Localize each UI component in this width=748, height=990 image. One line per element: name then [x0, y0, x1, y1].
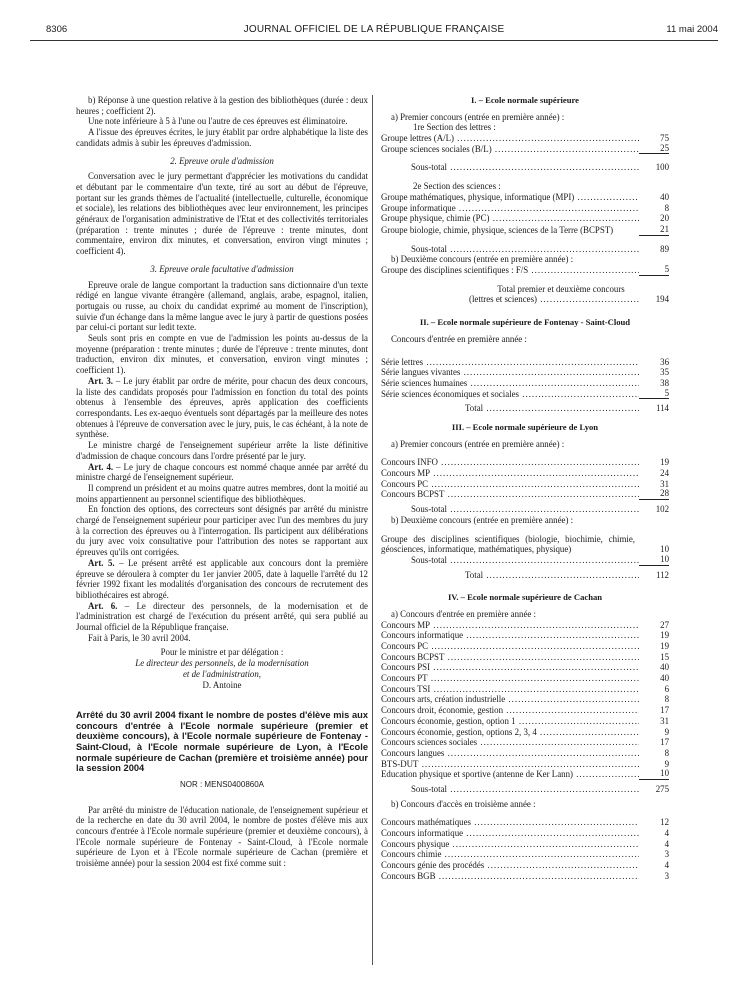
article-3 — [76, 376, 368, 440]
row-label: Concours mathématiques ..... — [381, 817, 639, 828]
table-row — [381, 769, 669, 780]
article-text: – Le présent arrêté est applicable aux concours dont la première épreuve se déroulera à compter du 1er janvier 2005, date à laquelle l'arrêté du 12 février 1992 fixant les modalités d'organisation des concours de recrutement des bibliothécaires est abrogé. — [76, 557, 368, 600]
row-value: 4 — [664, 838, 669, 849]
row-label: Concours BGB ..... — [381, 871, 639, 882]
row-label: Série lettres ..... — [381, 357, 639, 368]
row-label: Concours génie des procédés ..... — [381, 860, 639, 871]
paragraph: Conversation avec le jury permettant d'apprécier les motivations du candidat et débutant par le commentaire d'un texte, tiré au sort au début de l'épreuve, portant sur les grands thèmes de l'actualité (intellectuelle, culturelle, économique et sociale), les relations des bibliothèques avec leur environnement, les principes généraux de l'organisation administrative de l'Etat et des collectivités territoriales (préparation : trente minutes ; durée de l'épreuve : trente minutes, dont commentaire, environ dix minutes, et conversation, environ vingt minutes ; coefficient 4). — [76, 171, 368, 257]
row-value: 25 — [639, 143, 669, 155]
row-label: Série langues vivantes ..... — [381, 367, 639, 378]
table-row — [381, 705, 669, 716]
decree-title: Arrêté du 30 avril 2004 fixant le nombre de postes d'élève mis aux concours d'entrée à l'Ecole normale supérieure (premier et deuxième concours), à l'Ecole normale supérieure de Fontenay - Saint-Cloud, à l'Ecole normale supérieure de Lyon, à l'Ecole normale supérieure de Cachan (première et troisième année) pour la session 2004 — [76, 710, 368, 774]
row-value: 3 — [664, 870, 669, 881]
row-label: Groupe lettres (A/L) ..... — [381, 133, 639, 144]
row-label: Concours droit, économie, gestion ..... — [381, 705, 639, 716]
page-number: 8306 — [46, 24, 68, 35]
table-row — [381, 378, 669, 389]
row-label: Concours PC ..... — [381, 641, 639, 652]
text: 10 — [639, 554, 669, 566]
row-label: Concours chimie ..... — [381, 849, 639, 860]
table-row — [381, 457, 669, 468]
total-label: Total premier et deuxième concours — [497, 283, 625, 294]
subsection-label: b) Deuxième concours (entrée en première année) : — [391, 514, 574, 525]
column-divider — [372, 95, 373, 965]
row-label: Groupe informatique ..... — [381, 203, 639, 214]
signature-name: D. Antoine — [202, 679, 242, 690]
row-value: 8 — [664, 694, 669, 705]
text: 10 — [660, 544, 669, 555]
paragraph: Par arrêté du ministre de l'éducation nationale, de l'enseignement supérieur et de la recherche en date du 30 avril 2004, le nombre de postes d'élève mis aux concours d'entrée à l'Ecole normale supérieure (premier et deuxième concours), à l'Ecole normale supérieure de Fontenay - Saint-Cloud, à l'Ecole normale supérieure de Lyon et à l'Ecole normale supérieure de Cachan (première et troisième année) pour la session 2004 est fixé comme suit : — [76, 804, 368, 869]
table-row — [381, 684, 669, 695]
row-label: Concours arts, création industrielle ..... — [381, 694, 639, 705]
row-label: Concours BCPST ..... — [381, 489, 639, 500]
table-row — [381, 652, 669, 663]
text: Sous-total ..... — [381, 504, 639, 515]
row-value: 40 — [660, 673, 669, 684]
text: 102 — [655, 504, 669, 515]
section-title: I. – Ecole normale supérieure — [471, 95, 579, 105]
table-row — [381, 849, 669, 860]
row-value: 40 — [660, 662, 669, 673]
row-value: 17 — [660, 705, 669, 716]
row-value: 17 — [660, 737, 669, 748]
signature-role: et de l'administration, — [182, 668, 262, 679]
row-value: 9 — [664, 726, 669, 737]
text: Total ..... — [381, 403, 639, 414]
row-label: Concours sciences sociales ..... — [381, 737, 639, 748]
right-column — [381, 95, 669, 882]
row-label: Concours économie, gestion, option 1 ..... — [381, 716, 639, 727]
subsection-label: a) Concours d'entrée en première année : — [391, 608, 537, 619]
row-value: 4 — [664, 828, 669, 839]
row-value: 8 — [664, 202, 669, 213]
table-row — [381, 489, 669, 500]
paragraph: Le ministre chargé de l'enseignement supérieur arrête la liste définitive d'admission de chaque concours dans l'ordre présenté par le jury. — [76, 440, 368, 461]
text: Sous-total ..... — [381, 784, 639, 795]
table-row — [381, 133, 669, 144]
table-row — [381, 748, 669, 759]
table-row — [381, 479, 669, 490]
text: 21 — [639, 224, 669, 236]
row-label: Education physique et sportive (antenne de Ker Lann) ..... — [381, 769, 639, 780]
row-label: Groupe mathématiques, physique, informatique (MPI) ..... — [381, 192, 639, 203]
table-row — [381, 367, 669, 378]
text: 112 — [656, 569, 669, 580]
article-label: Art. 4. — [88, 461, 114, 472]
article-label: Art. 5. — [88, 557, 115, 568]
signature-role: Le directeur des personnels, de la modernisation — [135, 658, 309, 669]
table-row — [381, 673, 669, 684]
row-value: 15 — [660, 651, 669, 662]
paragraph: Une note inférieure à 5 à l'une ou l'autre de ces épreuves est éliminatoire. — [88, 116, 348, 127]
table-row — [381, 641, 669, 652]
table-row — [381, 213, 669, 224]
row-value: 3 — [664, 849, 669, 860]
total-row — [381, 294, 669, 305]
text: 100 — [655, 162, 669, 173]
table-row — [381, 716, 669, 727]
left-column — [76, 95, 368, 869]
paragraph: Seuls sont pris en compte en vue de l'admission les points au-dessus de la moyenne (préparation : trente minutes ; durée de l'épreuve : trente minutes, dont traduction, environ dix minutes, et conversation, environ vingt minutes ; coefficient 1). — [76, 333, 368, 376]
article-6 — [76, 601, 368, 633]
article-text: – Le jury établit par ordre de mérite, pour chacun des deux concours, la liste des candidats proposés pour l'admission en fonction du total des points obtenus à l'ensemble des épreuves, après application des coefficients correspondants. Les ex-aequo éventuels sont départagés par la meilleure des notes obtenues à l'épreuve de conversation avec le jury, puis, le cas échéant, à la note de synthèse. — [76, 375, 368, 440]
article-text: – Le jury de chaque concours est nommé chaque année par arrêté du ministre chargé de l'enseignement supérieur. — [76, 461, 369, 483]
section-title: III. – Ecole normale supérieure de Lyon — [451, 421, 599, 432]
row-label: Concours physique ..... — [381, 839, 639, 850]
row-value: 27 — [660, 619, 669, 630]
subsection-label: 2e Section des sciences : — [413, 181, 501, 192]
text: 114 — [656, 403, 669, 414]
row-label: Concours informatique ..... — [381, 828, 639, 839]
journal-title: JOURNAL OFFICIEL DE LA RÉPUBLIQUE FRANÇAISE — [243, 24, 505, 35]
paragraph: En fonction des options, des correcteurs sont désignés par arrêté du ministre chargé de l'enseignement supérieur pour participer avec l'un des membres du jury à la correction des épreuves ou à l'interrogation. Ils participent aux délibérations du jury avec voix consultative pour l'attribution des notes se rapportant aux épreuves qu'ils ont corrigées. — [76, 504, 368, 558]
row-label: Série sciences humaines ..... — [381, 378, 639, 389]
row-label: BTS-DUT ..... — [381, 759, 639, 770]
table-row — [381, 144, 669, 155]
row-value: 10 — [639, 768, 669, 780]
row-value: 40 — [660, 191, 669, 202]
subtotal-row — [381, 555, 669, 566]
article-label: Art. 3. — [88, 375, 113, 386]
total-row — [381, 570, 669, 581]
text: 5 — [639, 264, 669, 276]
row-value: 36 — [660, 356, 669, 367]
table-row — [381, 727, 669, 738]
row-label: Concours PC ..... — [381, 479, 639, 490]
subsection-label: a) Premier concours (entrée en première année) : — [391, 111, 565, 122]
row-value: 8 — [664, 747, 669, 758]
section-title: 3. Epreuve orale facultative d'admission — [150, 263, 294, 274]
subsection-label: a) Premier concours (entrée en première année) : — [391, 438, 565, 449]
table-row — [381, 662, 669, 673]
subsection-label: 1re Section des lettres : — [413, 122, 496, 133]
row-value: 28 — [639, 488, 669, 500]
row-value: 38 — [660, 377, 669, 388]
section-title: IV. – Ecole normale supérieure de Cachan — [447, 592, 603, 603]
total-row — [381, 403, 669, 414]
table-row — [381, 468, 669, 479]
table-row — [381, 224, 669, 236]
row-label: Concours INFO ..... — [381, 457, 639, 468]
signature-place-date: Fait à Paris, le 30 avril 2004. — [88, 632, 191, 643]
table-row — [381, 265, 669, 276]
subtotal-row — [381, 244, 669, 255]
table-row — [381, 389, 669, 400]
table-row — [381, 828, 669, 839]
table-row — [381, 534, 669, 555]
table-row — [381, 620, 669, 631]
row-label: Concours informatique ..... — [381, 630, 639, 641]
page-header — [30, 24, 718, 38]
table-row — [381, 357, 669, 368]
subtotal-row — [381, 504, 669, 515]
text: 194 — [655, 294, 669, 305]
text: Groupe biologie, chimie, physique, sciences de la Terre (BCPST) — [381, 224, 614, 235]
row-label: Groupe physique, chimie (PC) ..... — [381, 213, 639, 224]
table-row — [381, 871, 669, 882]
row-label: Concours BCPST ..... — [381, 652, 639, 663]
table-row — [381, 817, 669, 828]
table-row — [381, 203, 669, 214]
table-row — [381, 695, 669, 706]
signature-delegation: Pour le ministre et par délégation : — [160, 647, 284, 658]
row-value: 19 — [660, 641, 669, 652]
text: 275 — [655, 783, 669, 794]
paragraph: Il comprend un président et au moins quatre autres membres, dont la moitié au moins appartiennent au personnel scientifique des bibliothèques. — [76, 482, 368, 504]
subtotal-row — [381, 162, 669, 173]
nor-reference: NOR : MENS0400860A — [179, 779, 265, 789]
section-title: II. – Ecole normale supérieure de Fontenay - Saint-Cloud — [419, 317, 631, 328]
article-4 — [76, 462, 368, 483]
article-label: Art. 6. — [88, 600, 118, 611]
row-value: 35 — [660, 367, 669, 378]
row-label: Série sciences économiques et sociales ..... — [381, 389, 639, 400]
row-value: 9 — [664, 758, 669, 769]
row-value: 5 — [639, 388, 669, 400]
text: 89 — [660, 243, 669, 254]
row-value: 24 — [660, 468, 669, 479]
row-value: 6 — [664, 683, 669, 694]
table-row — [381, 737, 669, 748]
row-label: Concours TSI ..... — [381, 684, 639, 695]
row-label: Concours économie, gestion, options 2, 3, 4 ..... — [381, 727, 639, 738]
text: Sous-total ..... — [381, 555, 639, 566]
subtotal-row — [381, 784, 669, 795]
text: Total ..... — [381, 570, 639, 581]
paragraph: A l'issue des épreuves écrites, le jury établit par ordre alphabétique la liste des candidats admis à subir les épreuves d'admission. — [76, 127, 368, 148]
row-label: Concours langues ..... — [381, 748, 639, 759]
row-value: 20 — [660, 213, 669, 224]
table-row — [381, 839, 669, 850]
paragraph: b) Réponse à une question relative à la gestion des bibliothèques (durée : deux heures ; coefficient 2). — [76, 95, 368, 116]
paragraph: Epreuve orale de langue comportant la traduction sans dictionnaire d'un texte rédigé en langue vivante étrangère (allemand, anglais, arabe, espagnol, italien, portugais ou russe, au choix du candidat exprimé au moment de l'inscription), suivie d'un échange dans la même langue avec le jury à partir de questions posées par celui-ci portant sur ledit texte. — [76, 279, 368, 333]
issue-date: 11 mai 2004 — [666, 24, 718, 35]
table-row — [381, 860, 669, 871]
table-row — [381, 759, 669, 770]
row-label: Concours MP ..... — [381, 620, 639, 631]
text: Groupe des disciplines scientifiques : F/S ..... — [381, 265, 639, 276]
row-value: 19 — [660, 630, 669, 641]
row-label: Concours MP ..... — [381, 468, 639, 479]
row-value: 4 — [664, 860, 669, 871]
table-row — [381, 192, 669, 203]
table-row — [381, 630, 669, 641]
row-value: 31 — [660, 715, 669, 726]
row-label: Groupe sciences sociales (B/L) ..... — [381, 144, 639, 155]
row-value: 12 — [660, 817, 669, 828]
text: Sous-total ..... — [381, 162, 639, 173]
row-value: 31 — [660, 478, 669, 489]
text: Sous-total ..... — [381, 244, 639, 255]
article-text: – Le directeur des personnels, de la modernisation et de l'administration est chargé de l'exécution du présent arrêté, qui sera publié au Journal officiel de la République française. — [76, 600, 368, 633]
article-5 — [76, 558, 368, 601]
text: (lettres et sciences) ..... — [381, 294, 639, 305]
section-title: 2. Epreuve orale d'admission — [170, 155, 274, 166]
row-label: Concours PSI ..... — [381, 662, 639, 673]
subsection-label: Concours d'entrée en première année : — [391, 333, 527, 344]
text: Groupe des disciplines scientifiques (biologie, biochimie, chimie, géosciences, informatique, mathématiques, physique) — [381, 533, 635, 555]
subsection-label: b) Concours d'accès en troisième année : — [391, 798, 536, 809]
subsection-label: b) Deuxième concours (entrée en première année) : — [391, 254, 574, 265]
header-rule — [30, 40, 718, 41]
row-value: 19 — [660, 457, 669, 468]
row-value: 75 — [660, 133, 669, 144]
row-label: Concours PT ..... — [381, 673, 639, 684]
